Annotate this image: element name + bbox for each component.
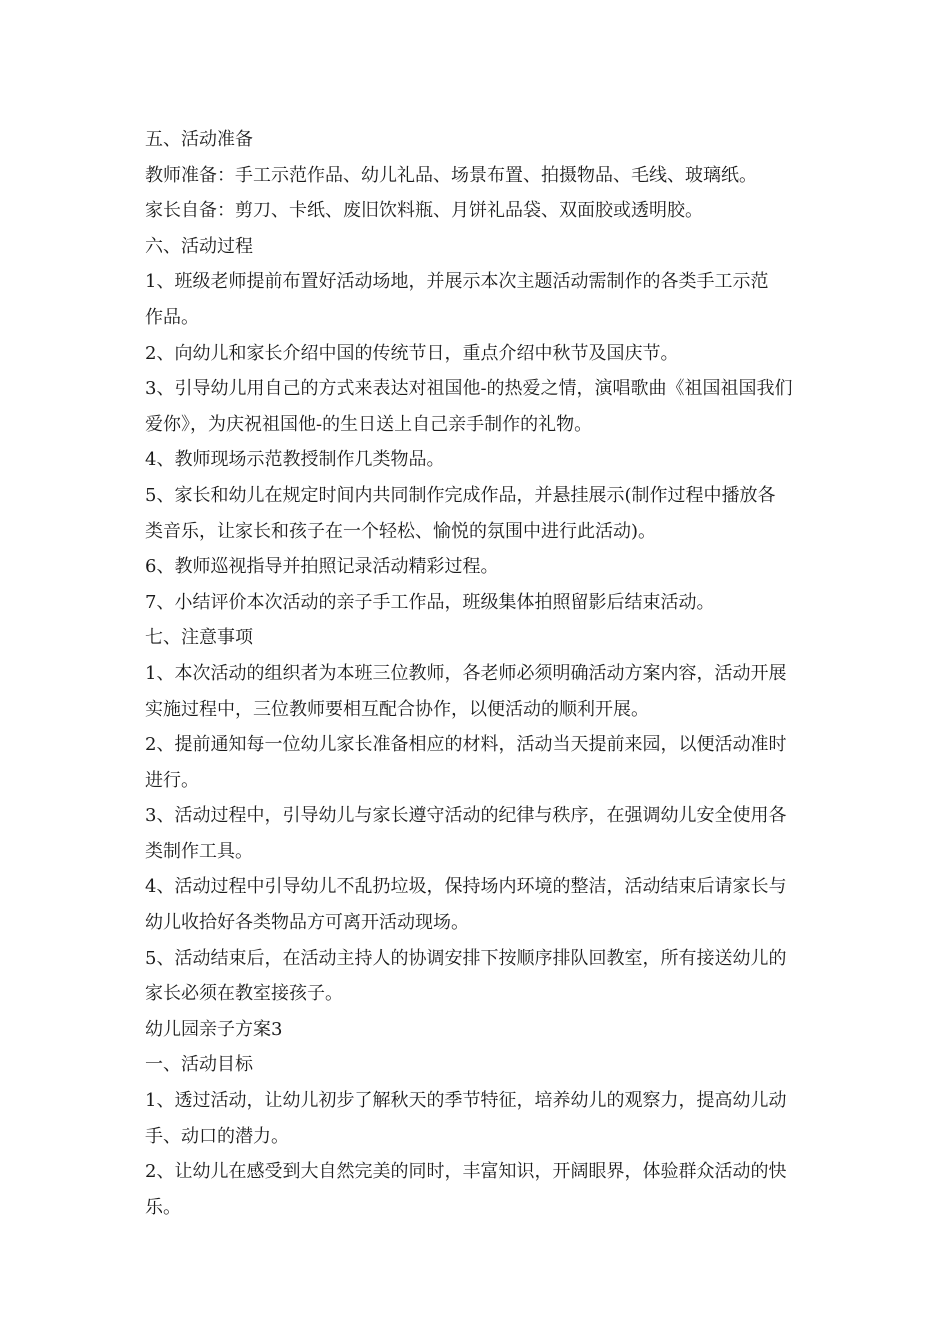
- paragraph-line: 1、本次活动的组织者为本班三位教师，各老师必须明确活动方案内容，活动开展: [145, 662, 787, 684]
- paragraph-line: 4、活动过程中引导幼儿不乱扔垃圾，保持场内环境的整洁，活动结束后请家长与: [145, 876, 787, 898]
- paragraph-line: 类制作工具。: [145, 840, 253, 862]
- paragraph-line: 4、教师现场示范教授制作几类物品。: [145, 449, 445, 471]
- paragraph-line: 5、活动结束后，在活动主持人的协调安排下按顺序排队回教室，所有接送幼儿的: [145, 947, 787, 969]
- document-body: [145, 122, 815, 1225]
- paragraph-line: 1、透过活动，让幼儿初步了解秋天的季节特征，培养幼儿的观察力，提高幼儿动: [145, 1090, 787, 1112]
- section-heading-process: 六、活动过程: [145, 235, 253, 257]
- paragraph-line: 教师准备：手工示范作品、幼儿礼品、场景布置、拍摄物品、毛线、玻璃纸。: [145, 164, 757, 186]
- paragraph-line: 乐。: [145, 1196, 181, 1218]
- paragraph-line: 2、向幼儿和家长介绍中国的传统节日，重点介绍中秋节及国庆节。: [145, 342, 679, 364]
- paragraph-line: 2、让幼儿在感受到大自然完美的同时，丰富知识，开阔眼界，体验群众活动的快: [145, 1161, 787, 1183]
- paragraph-line: 作品。: [145, 306, 199, 328]
- paragraph-line: 家长自备：剪刀、卡纸、废旧饮料瓶、月饼礼品袋、双面胶或透明胶。: [145, 200, 703, 222]
- paragraph-line: 实施过程中，三位教师要相互配合协作，以便活动的顺利开展。: [145, 698, 649, 720]
- paragraph-line: 爱你》，为庆祝祖国他-的生日送上自己亲手制作的礼物。: [145, 413, 593, 435]
- paragraph-line: 进行。: [145, 769, 199, 791]
- paragraph-line: 幼儿收拾好各类物品方可离开活动现场。: [145, 912, 469, 934]
- paragraph-line: 类音乐，让家长和孩子在一个轻松、愉悦的氛围中进行此活动)。: [145, 520, 657, 542]
- section-heading-goals: 一、活动目标: [145, 1054, 253, 1076]
- paragraph-line: 6、教师巡视指导并拍照记录活动精彩过程。: [145, 556, 499, 578]
- section-heading-notes: 七、注意事项: [145, 627, 253, 649]
- paragraph-line: 3、活动过程中，引导幼儿与家长遵守活动的纪律与秩序，在强调幼儿安全使用各: [145, 805, 787, 827]
- paragraph-line: 家长必须在教室接孩子。: [145, 983, 343, 1005]
- document-subtitle: 幼儿园亲子方案3: [145, 1018, 283, 1040]
- paragraph-line: 3、引导幼儿用自己的方式来表达对祖国他-的热爱之情，演唱歌曲《祖国祖国我们: [145, 378, 793, 400]
- paragraph-line: 2、提前通知每一位幼儿家长准备相应的材料，活动当天提前来园，以便活动准时: [145, 734, 787, 756]
- paragraph-line: 手、动口的潜力。: [145, 1125, 289, 1147]
- paragraph-line: 1、班级老师提前布置好活动场地，并展示本次主题活动需制作的各类手工示范: [145, 271, 769, 293]
- section-heading-preparation: 五、活动准备: [145, 129, 253, 150]
- paragraph-line: 7、小结评价本次活动的亲子手工作品，班级集体拍照留影后结束活动。: [145, 591, 715, 613]
- paragraph-line: 5、家长和幼儿在规定时间内共同制作完成作品，并悬挂展示(制作过程中播放各: [145, 484, 776, 506]
